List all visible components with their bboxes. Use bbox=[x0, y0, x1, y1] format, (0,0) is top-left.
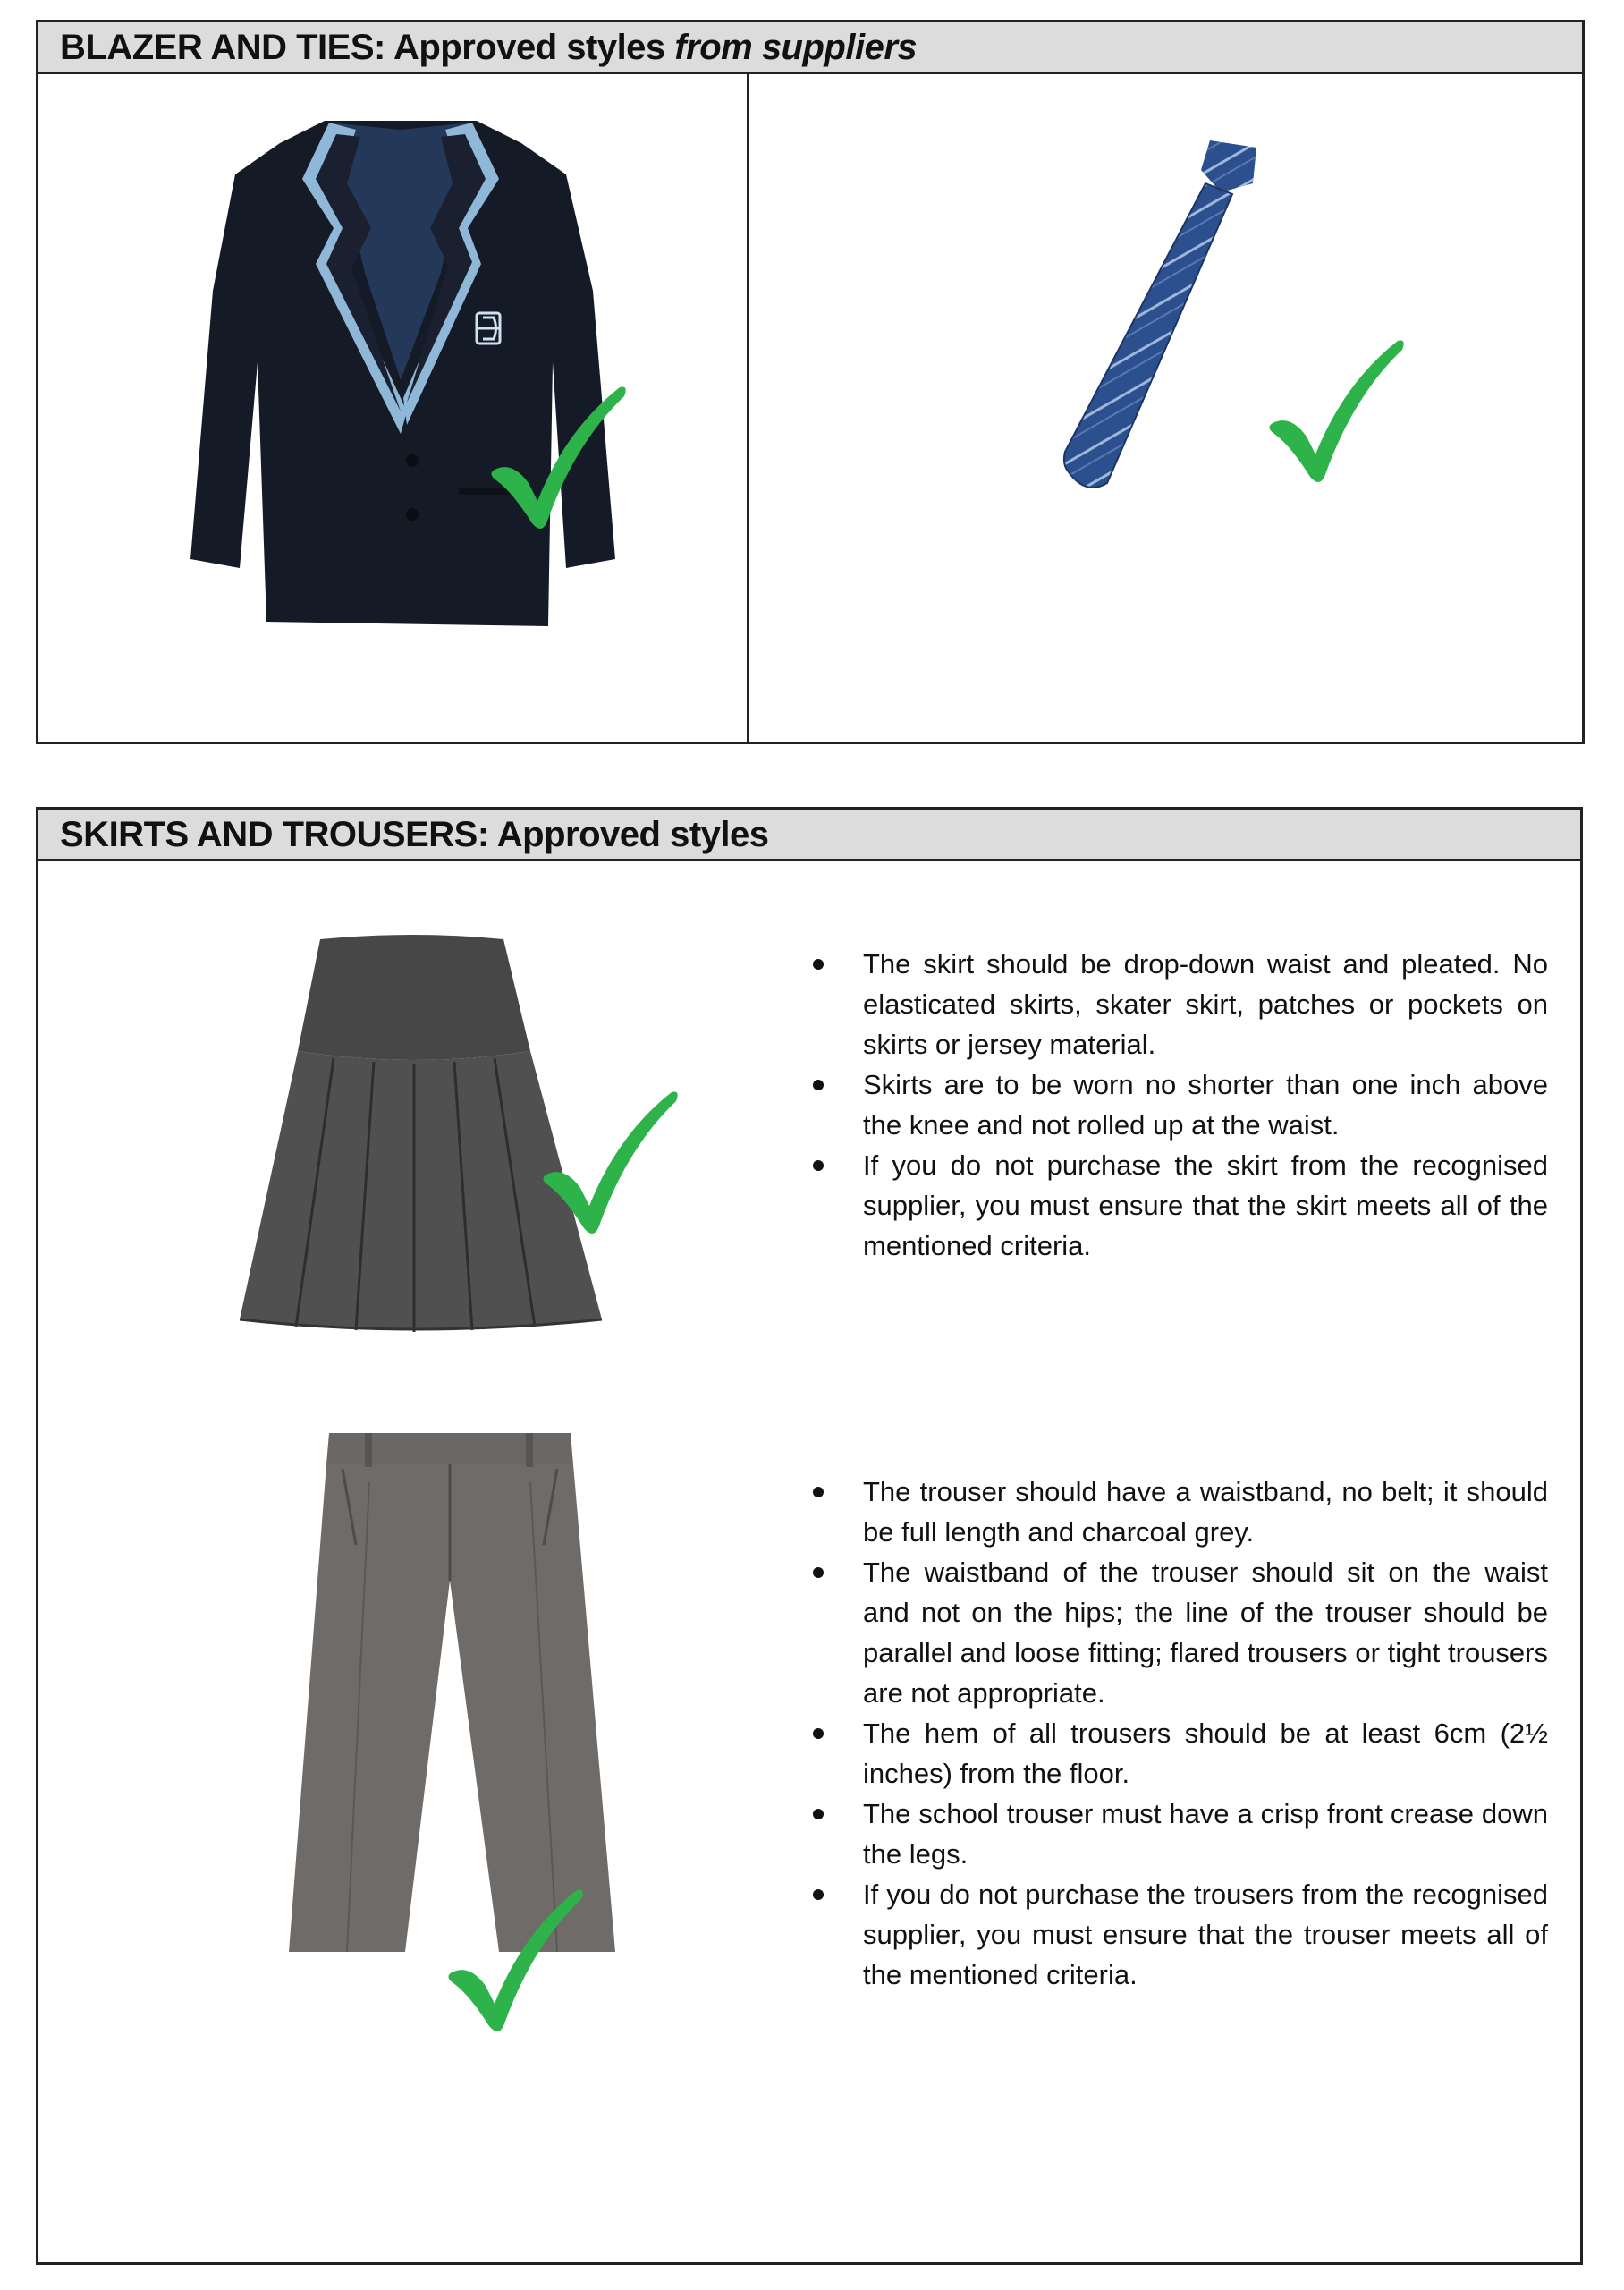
trousers-approved-checkmark-icon bbox=[443, 1883, 586, 2035]
tie-icon bbox=[1022, 130, 1273, 505]
skirts-and-trousers-section bbox=[36, 807, 1583, 2265]
blazer-and-ties-section bbox=[36, 20, 1585, 744]
list-item: If you do not purchase the trousers from the recognised supplier, you must ensure that the trouser meets all of the mentioned criteria. bbox=[808, 1874, 1548, 1995]
list-item: Skirts are to be worn no shorter than one inch above the knee and not rolled up at the waist. bbox=[808, 1064, 1548, 1145]
list-item: The hem of all trousers should be at least 6cm (2½ inches) from the floor. bbox=[808, 1713, 1548, 1794]
trouser-criteria-list bbox=[808, 1472, 1548, 1995]
tie-approved-checkmark-icon bbox=[1264, 334, 1407, 486]
list-item: The waistband of the trouser should sit on the waist and not on the hips; the line of the trouser should be parallel and loose fitting; flared trousers or tight trousers are not appropriate. bbox=[808, 1552, 1548, 1713]
list-item: The skirt should be drop-down waist and pleated. No elasticated skirts, skater skirt, patches or pockets on skirts or jersey material. bbox=[808, 944, 1548, 1064]
list-item: The school trouser must have a crisp front crease down the legs. bbox=[808, 1794, 1548, 1874]
skirt-criteria-list bbox=[808, 944, 1548, 1266]
skirt-approved-checkmark-icon bbox=[537, 1085, 681, 1237]
list-item: The trouser should have a waistband, no belt; it should be full length and charcoal grey. bbox=[808, 1472, 1548, 1552]
blazer-approved-checkmark-icon bbox=[486, 380, 629, 532]
blazer-section-header bbox=[38, 22, 1582, 74]
list-item: If you do not purchase the skirt from the recognised supplier, you must ensure that the skirt meets all of the mentioned criteria. bbox=[808, 1145, 1548, 1266]
trousers-icon bbox=[280, 1429, 620, 1956]
skirts-section-title: SKIRTS AND TROUSERS: Approved styles bbox=[60, 815, 769, 854]
column-divider bbox=[747, 74, 749, 742]
blazer-icon bbox=[173, 94, 620, 631]
skirts-section-header bbox=[38, 810, 1580, 861]
blazer-section-title-italic: from suppliers bbox=[674, 28, 918, 67]
blazer-section-title: BLAZER AND TIES: Approved styles bbox=[60, 28, 665, 67]
